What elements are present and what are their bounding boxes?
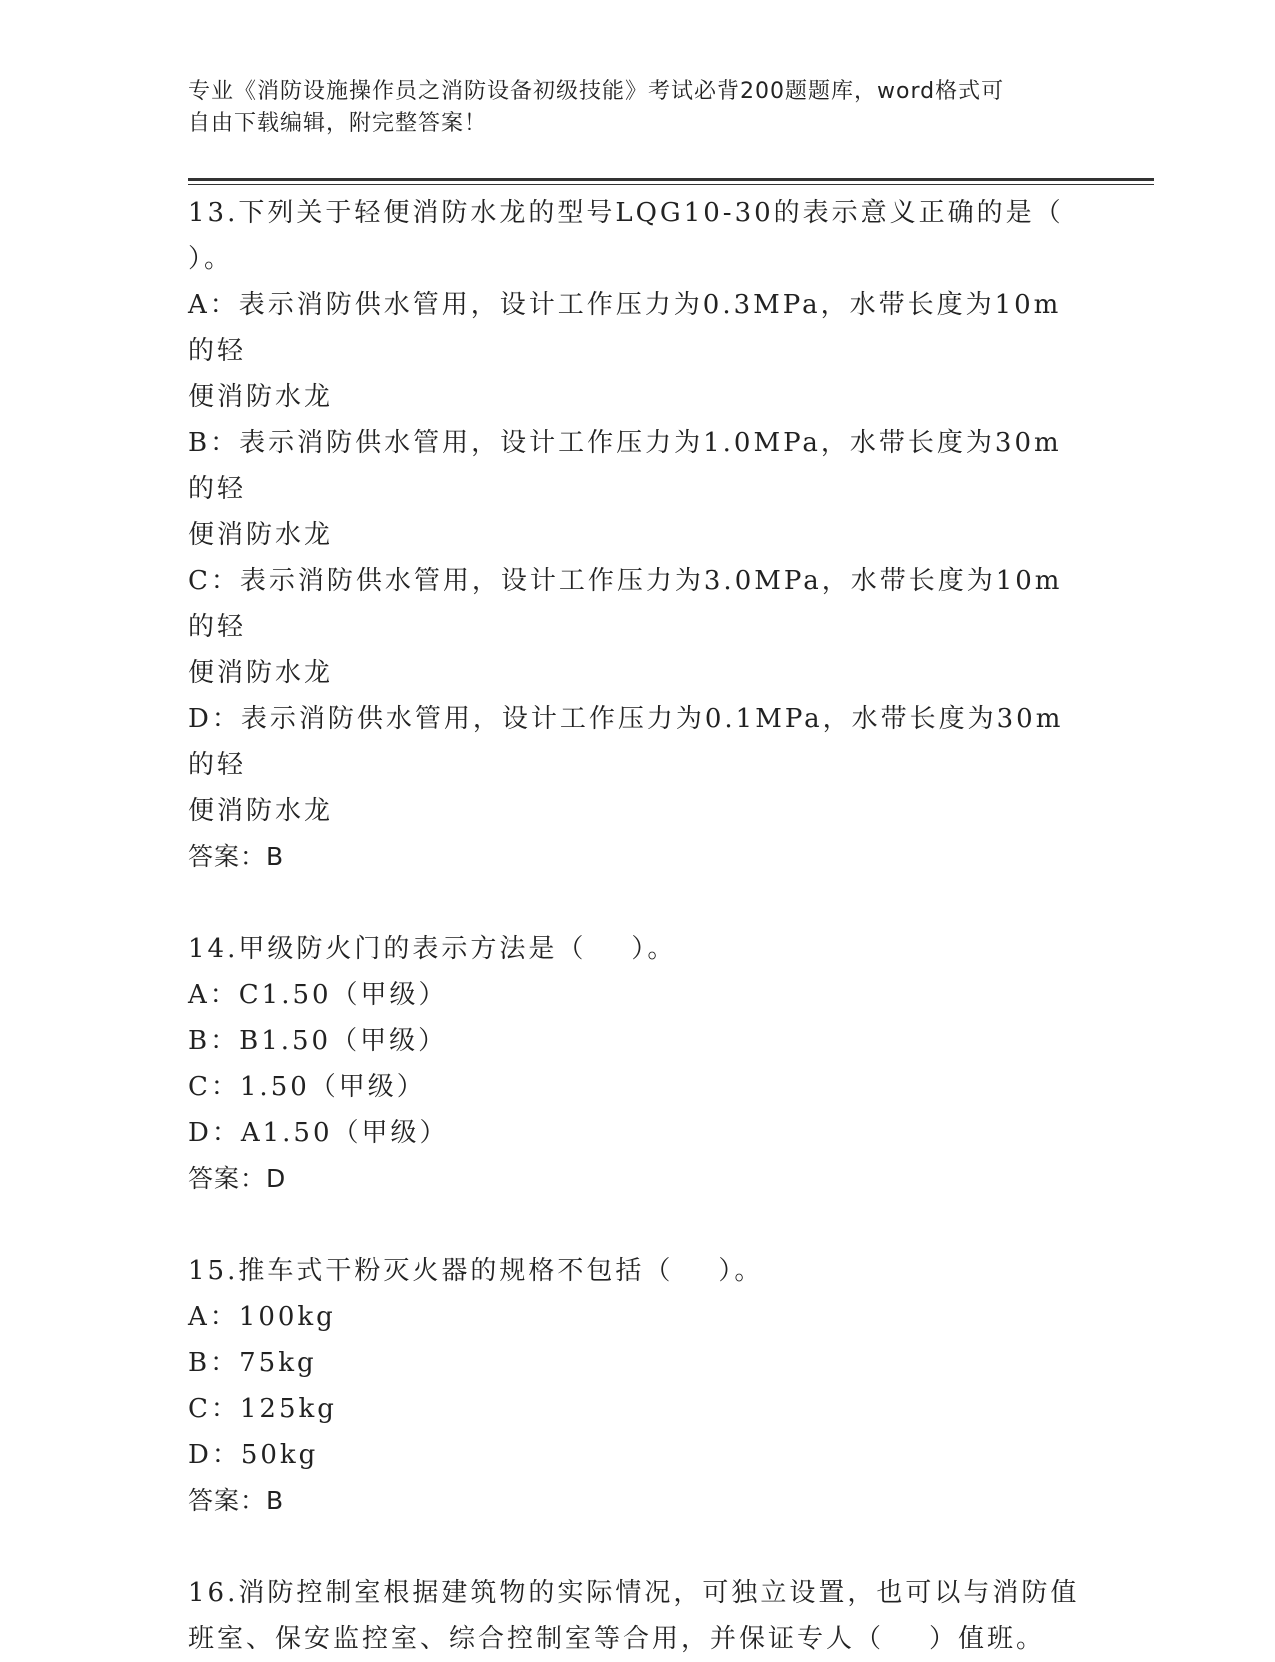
option-d: D：表示消防供水管用，设计工作压力为0.1MPa，水带长度为30m的轻 <box>188 704 1064 780</box>
option-a: A：100kg <box>188 1302 336 1332</box>
question-stem: ）。 <box>188 244 234 274</box>
header-divider-thick <box>188 178 1154 181</box>
header-divider-thin <box>188 184 1154 185</box>
question-15 <box>188 1248 1088 1524</box>
question-13 <box>188 190 1088 880</box>
option-b: B：75kg <box>188 1348 317 1378</box>
answer: 答案：B <box>188 1486 285 1515</box>
option-a: A：表示消防供水管用，设计工作压力为0.3MPa，水带长度为10m的轻 <box>188 290 1062 366</box>
question-stem: 13.下列关于轻便消防水龙的型号LQG10-30的表示意义正确的是（ <box>188 198 1064 228</box>
document-header <box>188 76 1068 140</box>
question-stem: 15.推车式干粉灭火器的规格不包括（ ）。 <box>188 1256 764 1286</box>
question-stem: 16.消防控制室根据建筑物的实际情况，可独立设置，也可以与消防值 <box>188 1578 1080 1608</box>
question-stem: 14.甲级防火门的表示方法是（ ）。 <box>188 934 677 964</box>
question-spacer <box>188 1202 1088 1248</box>
answer: 答案：B <box>188 842 285 871</box>
header-line-2: 自由下载编辑，附完整答案！ <box>188 111 488 136</box>
option-c: C：1.50（甲级） <box>188 1072 426 1102</box>
answer: 答案：D <box>188 1164 287 1193</box>
option-b: B：B1.50（甲级） <box>188 1026 448 1056</box>
question-16 <box>188 1570 1088 1662</box>
question-stem: 班室、保安监控室、综合控制室等合用，并保证专人（ ）值班。 <box>188 1624 1046 1654</box>
header-line-1: 专业《消防设施操作员之消防设备初级技能》考试必背200题题库，word格式可 <box>188 79 1005 104</box>
option-c: C：表示消防供水管用，设计工作压力为3.0MPa，水带长度为10m的轻 <box>188 566 1063 642</box>
option-b: B：表示消防供水管用，设计工作压力为1.0MPa，水带长度为30m的轻 <box>188 428 1062 504</box>
option-d: D：A1.50（甲级） <box>188 1118 449 1148</box>
option-d: D：50kg <box>188 1440 319 1470</box>
option-c: C：125kg <box>188 1394 337 1424</box>
option-d-continued: 便消防水龙 <box>188 796 334 826</box>
question-spacer <box>188 880 1088 926</box>
option-c-continued: 便消防水龙 <box>188 658 334 688</box>
option-a-continued: 便消防水龙 <box>188 382 334 412</box>
question-list <box>188 190 1088 1662</box>
option-a: A：C1.50（甲级） <box>188 980 448 1010</box>
option-b-continued: 便消防水龙 <box>188 520 334 550</box>
question-spacer <box>188 1524 1088 1570</box>
question-14 <box>188 926 1088 1202</box>
